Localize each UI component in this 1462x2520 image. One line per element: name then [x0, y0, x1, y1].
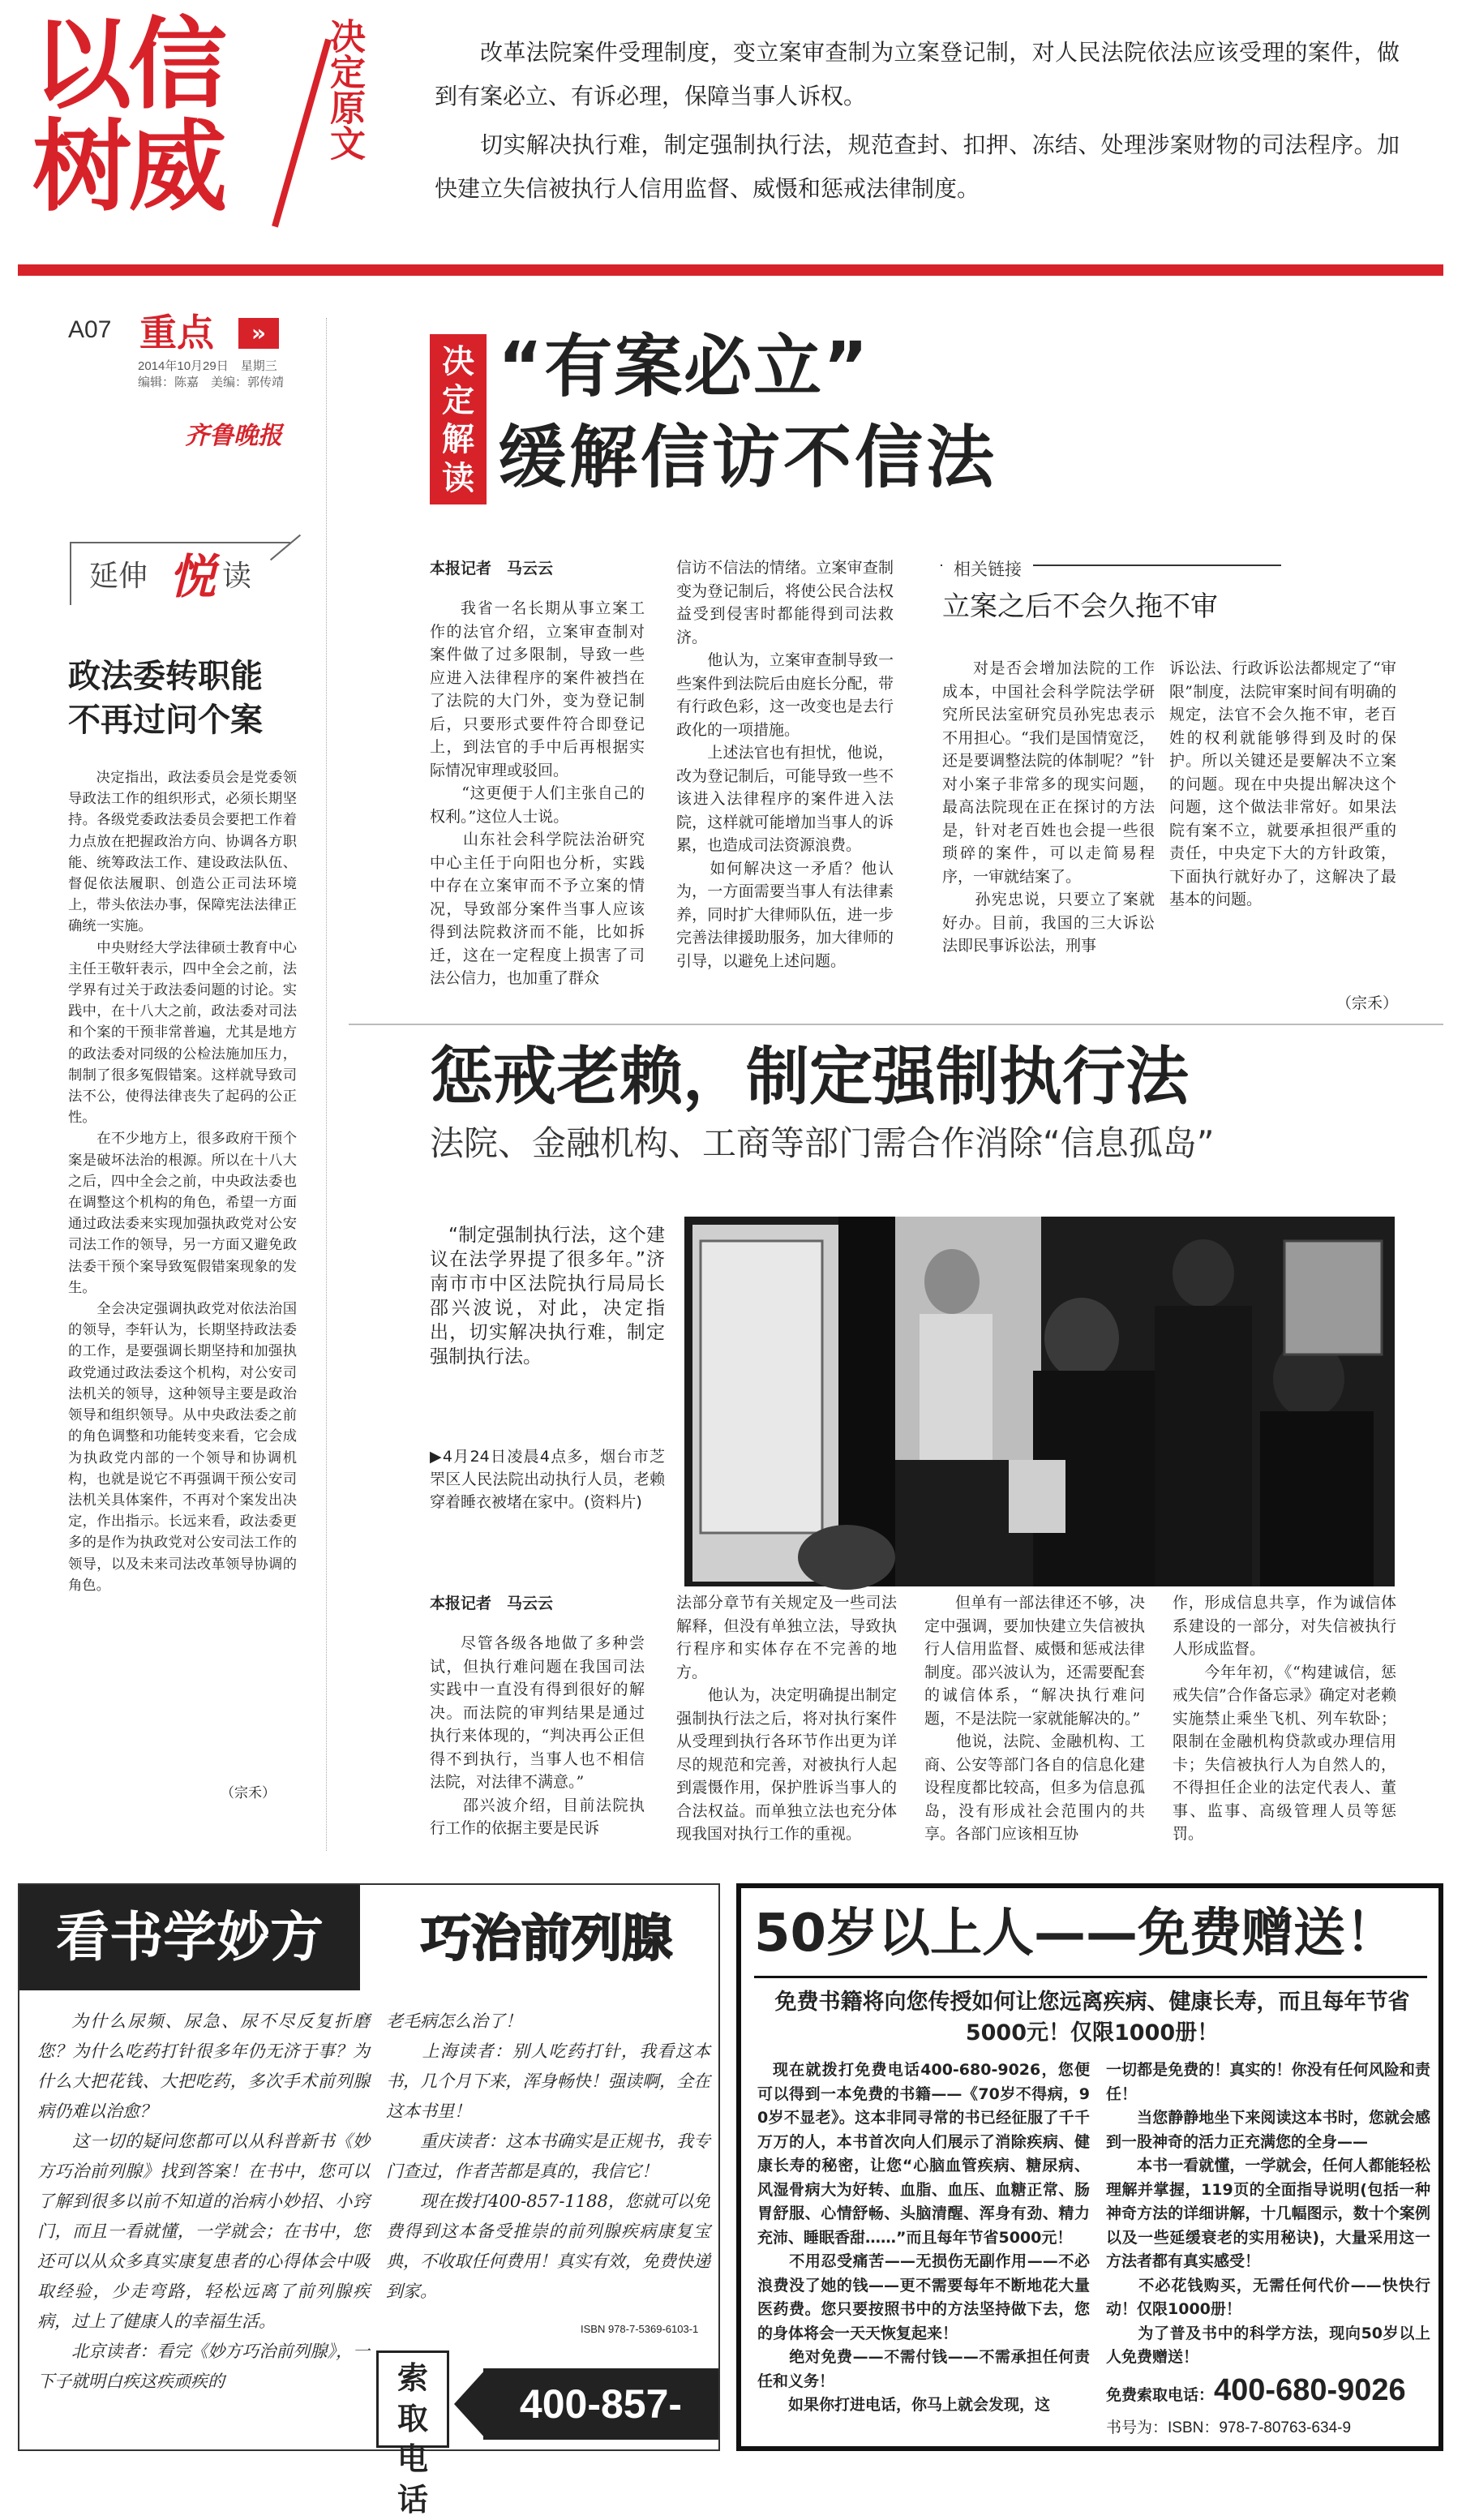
banner-title-line1: 以信: [32, 7, 224, 122]
article1-bottom-rule: [349, 1024, 1443, 1025]
ad1-cta-label: 索取电话: [376, 2350, 449, 2448]
ad2-col-2: 一切都是免费的！真实的！你没有任何风险和责任！ 当您静静地坐下来阅读这本书时，您就会感到一股神奇的活力正充满您的全身—— 本书一看就懂，一学就会，任何人都能轻松理解并掌握，119页的全面指导说明(包括一种神奇方法的详细讲解，十几幅图示，数十个案例以及一些延缓衰老的实用秘诀)，大量采用这一方法者都有真实感受！ 不必花钱购买，无需任何代价——快快行动！仅限1000册！ 为了普及书中的科学方法，现向50岁以上人免费赠送！: [1106, 2061, 1430, 2366]
news-photo-illustration: [684, 1217, 1395, 1586]
article1-headline-2: 缓解信访不信法: [498, 418, 998, 497]
kicker-text-c: 读: [222, 560, 252, 593]
article2-col-3: 但单有一部法律还不够，决定中强调，要加快建立失信被执行人信用监督、威慑和惩戒法律制度。邵兴波认为，还需要配套的诚信体系，“解决执行难问题，不是法院一家就能解决的。” 他说，法院、金融机构、工商、公安等部门各自的信息化建设程度都比较高，但多为信息孤岛，没有形成社会范围内的共享。各部门应该相互协: [924, 1594, 1145, 1843]
sidebar-divider: [326, 318, 327, 1851]
article1-tag-text: 决定解读: [442, 343, 474, 497]
article1-col-2: 信访不信法的情绪。立案审查制变为登记制后，将使公民合法权益受到侵害时都能得到司法救济。 他认为，立案审查制导致一些案件到法院后由庭长分配，带有行政色彩，这一改变也是去行政化的一项措施。 上述法官也有担忧，他说，改为登记制后，可能导致一些不该进入法律程序的案件进入法院，这样就可能增加当事人的诉累，也造成司法资源浪费。 如何解决这一矛盾？他认为，一方面需要当事人有法律素养，同时扩大律师队伍，进一步完善法律援助服务，加大律师的引导，以避免上述问题。: [676, 559, 894, 970]
kicker-corner: [270, 534, 301, 560]
section-title: 重点: [139, 311, 214, 354]
issue-date: 2014年10月29日 星期三: [138, 359, 277, 373]
ad2-subhead: 免费书籍将向您传授如何让您远离疾病、健康长寿，而且每年节省5000元！仅限1000册！: [774, 1990, 1410, 2046]
ad2-phone-label: 免费索取电话：: [1106, 2386, 1215, 2404]
banner-paragraph-1: 改革法院案件受理制度，变立案审查制为立案登记制，对人民法院依法应该受理的案件，做到有案必立、有诉必理，保障当事人诉权。: [435, 39, 1400, 109]
ad2-col-1: 现在就拨打免费电话400-680-9026，您便可以得到一本免费的书籍——《70岁不得病，90岁不显老》。这本非同寻常的书已经征服了千千万万的人，本书首次向人们展示了消除疾病、健康长寿的秘密，让您“心脑血管疾病、糖尿病、风湿骨病大为好转、血脂、血压、血糖正常、肠胃舒服、心情舒畅、头脑清醒、浑身有劲、精力充沛、睡眠香甜……”而且每年节省5000元！ 不用忍受痛苦——无损伤无副作用——不必浪费没了她的钱——更不需要每年不断地花大量医药费。您只要按照书中的方法坚持做下去，您的身体将会一天天恢复起来！ 绝对免费——不需付钱——不需承担任何责任和义务！ 如果你打进电话，你马上就会发现，这: [757, 2061, 1090, 2414]
banner-paragraph-2: 切实解决执行难，制定强制执行法，规范查封、扣押、冻结、处理涉案财物的司法程序。加快建立失信被执行人信用监督、威慑和惩戒法律制度。: [435, 131, 1400, 202]
banner-title-line2: 树威: [32, 109, 224, 225]
article1-headline-1: “有案必立”: [498, 327, 870, 406]
ad1-col-2: 老毛病怎么治了！ 上海读者：别人吃药打针，我看这本书，几个月下来，浑身畅快！强读啊，全在这本书里！ 重庆读者：这本书确实是正规书，我专门查过，作者苦都是真的，我信它！ 现在拨打400-857-1188，您就可以免费得到这本备受推崇的前列腺疾病康复宝典，不收取任何费用！真实有效，免费快递到家。: [386, 2011, 710, 2301]
ad2-divider: [754, 1976, 1427, 1978]
sidebar-headline-2: 不再过问个案: [68, 702, 263, 739]
article2-reporter: 本报记者 马云云: [430, 1595, 554, 1612]
article2-subhead: 法院、金融机构、工商等部门需合作消除“信息孤岛”: [430, 1123, 1215, 1163]
related-title: 立案之后不会久拖不审: [942, 590, 1218, 623]
ad2-phone-row: [1106, 2373, 1430, 2408]
sidebar-body: 决定指出，政法委员会是党委领导政法工作的组织形式，必须长期坚持。各级党委政法委员会要把工作着力点放在把握政治方向、协调各方职能、统筹政法工作、建设政法队伍、督促依法履职、创造公正司法环境上，带头依法办事，保障宪法法律正确统一实施。 中央财经大学法律硕士教育中心主任王敬轩表示，四中全会之前，法学界有过关于政法委问题的讨论。实践中，在十八大之前，政法委对司法和个案的干预非常普遍，尤其是地方的政法委对同级的公检法施加压力，制制了很多冤假错案。这样就导致司法不公，使得法律丧失了起码的公正性。 在不少地方上，很多政府干预个案是破坏法治的根源。所以在十八大之后，四中全会之前，中央政法委也在调整这个机构的角色，希望一方面通过政法委来实现加强执政党对公安司法工作的领导，另一方面又避免政法委干预个案导致冤假错案现象的发生。 全会决定强调执政党对依法治国的领导，李轩认为，长期坚持政法委的工作，是要强调长期坚持和加强执政党通过政法委这个机构，对公安司法机关的领导，这种领导主要是政治领导和组织领导。从中央政法委之前的角色调整和功能转变来看，它会成为执政党内部的一个领导和协调机构，也就是说它不再强调干预公安司法机关具体案件，不再对个案发出决定，作出指示。长远来看，政法委更多的是作为执政党对公安司法工作的领导，以及未来司法改革领导协调的角色。: [68, 770, 297, 1594]
sidebar-headline-1: 政法委转职能: [68, 658, 263, 695]
banner-bottom-rule: [18, 264, 1443, 276]
ad2-headline: 50岁以上人——免费赠送！: [754, 1904, 1398, 1964]
news-photo: [684, 1217, 1395, 1586]
kicker-text-a: 延伸: [89, 560, 148, 593]
kicker-text-b: 悦: [169, 549, 217, 604]
article1-byline: （宗禾）: [1336, 994, 1399, 1012]
article1-col-4: 诉讼法、行政诉讼法都规定了“审限”制度，法院审案时间有明确的规定，法官不会久拖不审，老百姓的权利就能够得到及时的保护。所以关键还是要解决不立案的问题。现在中央提出解决这个问题，这个做法非常好。如果法院有案不立，就要承担很严重的责任，中央定下大的方针政策，下面执行就好办了，这解决了最基本的问题。: [1169, 659, 1396, 908]
ad1-box: [18, 1883, 720, 2518]
ad1-title-b: 巧治前列腺: [420, 1908, 672, 1968]
article1-col-3: 对是否会增加法院的工作成本，中国社会科学院法学研究所民法室研究员孙宪忠表示不用担心。“我们是国情宽泛，还是要调整法院的体制呢？”针对小案子非常多的现实问题，最高法院现在正在探讨的方法是，针对老百姓也会提一些很琐碎的案件，可以走简易程序，一审就结案了。 孙宪忠说，只要立了案就好办。目前，我国的三大诉讼法即民事诉讼法，刑事: [942, 659, 1155, 955]
banner-side-label: 决定原文: [324, 18, 365, 161]
ad1-title-a: 看书学妙方: [19, 1885, 360, 1990]
ad1-col-1: 为什么尿频、尿急、尿不尽反复折磨您？为什么吃药打针很多年仍无济于事？为什么大把花钱、大把吃药，多次手术前列腺病仍难以治愈？ 这一切的疑问您都可以从科普新书《妙方巧治前列腺》找到答案！在书中，您可以了解到很多以前不知道的治病小妙招、小窍门，而且一看就懂，一学就会；在书中，您还可以从众多真实康复患者的心得体会中吸取经验，少走弯路，轻松远离了前列腺疾病，过上了健康人的幸福生活。 北京读者：看完《妙方巧治前列腺》，一下子就明白疾这疾顽疾的: [37, 2011, 370, 2391]
banner: [0, 0, 1462, 276]
section-arrow-icon: »: [238, 318, 279, 349]
ad2-box: [736, 1883, 1443, 2451]
related-label: 相关链接: [942, 556, 1033, 581]
article2-col-2: 法部分章节有关规定及一些司法解释，但没有单独立法，导致执行程序和实体存在不完善的地方。 他认为，决定明确提出制定强制执行法之后，将对执行案件从受理到执行各环节作出更为详尽的规范和完善，对被执行人起到震慑作用，保护胜诉当事人的合法权益。而单独立法也充分体现我国对执行工作的重视。: [676, 1594, 897, 1843]
sidebar-kicker: [70, 542, 290, 605]
sidebar-byline: （宗禾）: [221, 1785, 276, 1801]
page-number: A07: [68, 316, 112, 343]
article2-headline: 惩戒老赖，制定强制执行法: [430, 1041, 1190, 1114]
ad2-phone: 400-680-9026: [1214, 2373, 1406, 2407]
article1-col-1: 我省一名长期从事立案工作的法官介绍，立案审查制对案件做了过多限制，导致一些应进入法律程序的案件被挡在了法院的大门外，变为登记制后，只要形式要件符合即登记上，到法官的手中后再根据实际情况审理或驳回。 “这更便于人们主张自己的权利。”这位人士说。 山东社会科学院法治研究中心主任于向阳也分析，实践中存在立案审而不予立案的情况，导致部分案件当事人应该得到法院救济而不能，比如拆迁，这在一定程度上损害了司法公信力，也加重了群众: [430, 599, 645, 987]
article2-col-4: 作，形成信息共享，作为诚信体系建设的一部分，对失信被执行人形成监督。 今年年初，《“构建诚信，惩戒失信”合作备忘录》确定对老赖实施禁止乘坐飞机、列车软卧；限制在金融机构贷款或办理信用卡；失信被执行人为自然人的，不得担任企业的法定代表人、董事、监事、高级管理人员等惩罚。: [1173, 1594, 1396, 1843]
photo-caption: ▶4月24日凌晨4点多，烟台市芝罘区人民法院出动执行人员，老赖穿着睡衣被堵在家中。(资料片): [430, 1448, 665, 1511]
ad2-isbn: 书号为：ISBN：978-7-80763-634-9: [1106, 2419, 1352, 2436]
article2-pullquote: “制定强制执行法，这个建议在法学界提了很多年。”济南市市中区法院执行局局长邵兴波说，对此，决定指出，切实解决执行难，制定强制执行法。: [430, 1225, 665, 1367]
editor-line: 编辑：陈嘉 美编：郭传靖: [138, 376, 285, 389]
ad1-arrow-icon: [454, 2368, 487, 2440]
article2-col-1: 尽管各级各地做了多种尝试，但执行难问题在我国司法实践中一直没有得到很好的解决。而法院的审判结果是通过执行来体现的，“判决再公正但得不到执行，当事人也不相信法院，对法律不满意。” 邵兴波介绍，目前法院执行工作的依据主要是民诉: [430, 1634, 645, 1837]
ad1-isbn: ISBN 978-7-5369-6103-1: [581, 2323, 699, 2335]
article1-tag: [430, 334, 487, 504]
ad1-phone: 400-857-1188: [483, 2368, 718, 2440]
article1-reporter: 本报记者 马云云: [430, 560, 554, 577]
newspaper-logo: 齐鲁晚报: [185, 422, 282, 450]
